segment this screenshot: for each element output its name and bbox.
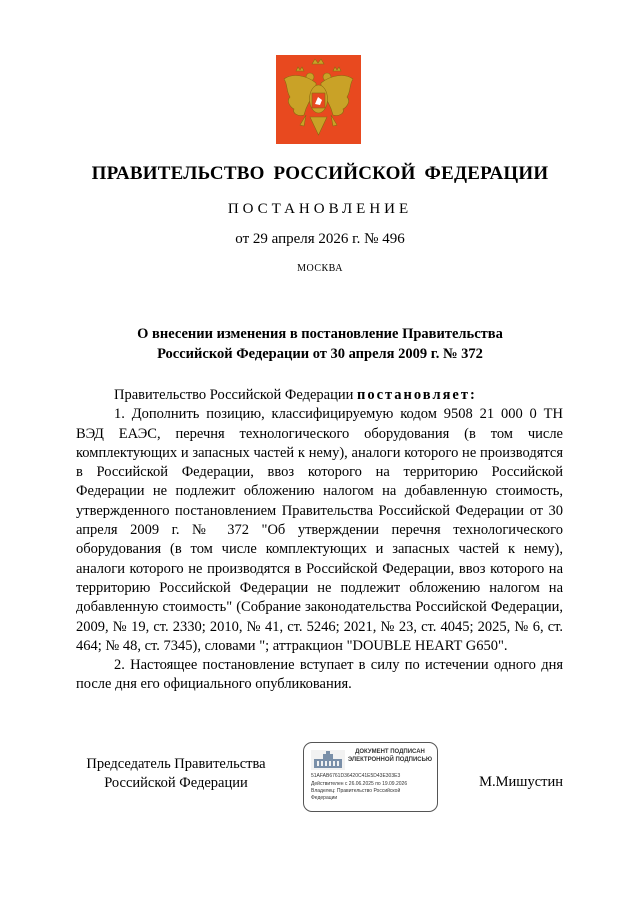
stamp-title-line-1: ДОКУМЕНТ ПОДПИСАН <box>355 749 425 755</box>
stamp-validity: Действителен с 26.06.2025 по 19.09.2026 <box>311 781 408 787</box>
signatory-name: М.Мишустин <box>479 774 563 790</box>
decree-intro-text: Правительство Российской Федерации <box>114 387 357 403</box>
paragraph-2: 2. Настоящее постановление вступает в силу по истечении одного дня после дня его официального опубликования. <box>76 657 563 693</box>
government-building-icon <box>311 750 345 770</box>
stamp-owner-line-2: Федерации <box>311 795 338 801</box>
document-city: МОСКВА <box>297 263 343 274</box>
document-type: ПОСТАНОВЛЕНИЕ <box>227 201 413 217</box>
coat-of-arms-icon <box>276 55 361 144</box>
stamp-certificate: 51AFAB6761D36420C41E5D43E303E3 <box>311 773 401 779</box>
electronic-signature-stamp <box>303 742 438 812</box>
decree-keyword: постановляет: <box>356 387 477 403</box>
decree-intro <box>76 386 563 405</box>
stamp-title <box>344 749 436 764</box>
signatory-title <box>76 755 276 793</box>
subject-line-2: Российской Федерации от 30 апреля 2009 г. № 372 <box>157 346 483 362</box>
paragraph-1: 1. Дополнить позицию, классифицируемую кодом 9508 21 000 0 ТН ВЭД ЕАЭС, перечня технологического оборудования (в том числе комплектующих и запасных частей к нему), аналоги которого не производятся в Российской Федерации, ввоз которого на территорию Российской Федерации не подлежит обложению налогом на добавленную стоимость, утвержденного постановлением Правительства Российской Федерации от 30 апреля 2009 г. № 372 "Об утверждении перечня технологического оборудования (в том числе комплектующих и запасных частей к нему), аналоги которого не производятся в Российской Федерации, ввоз которого на территорию Российской Федерации не подлежит обложению налогом на добавленную стоимость" (Собрание законодательства Российской Федерации, 2009, № 19, ст. 2330; 2010, № 41, ст. 5246; 2021, № 23, ст. 4045; 2025, № 6, ст. 464; № 48, ст. 7345), словами "; аттракцион "DOUBLE HEART G650". <box>76 406 563 654</box>
signatory-title-line-1: Председатель Правительства <box>86 756 266 772</box>
document-subject <box>80 324 560 364</box>
stamp-owner-line-1: Владелец: Правительство Российской <box>311 788 401 794</box>
subject-line-1: О внесении изменения в постановление Правительства <box>137 326 503 342</box>
document-date-number: от 29 апреля 2026 г. № 496 <box>235 231 405 247</box>
document-body <box>76 386 563 695</box>
signatory-title-line-2: Российской Федерации <box>104 775 248 791</box>
stamp-title-line-2: ЭЛЕКТРОННОЙ ПОДПИСЬЮ <box>347 756 433 763</box>
government-title: ПРАВИТЕЛЬСТВО РОССИЙСКОЙ ФЕДЕРАЦИИ <box>91 163 549 184</box>
